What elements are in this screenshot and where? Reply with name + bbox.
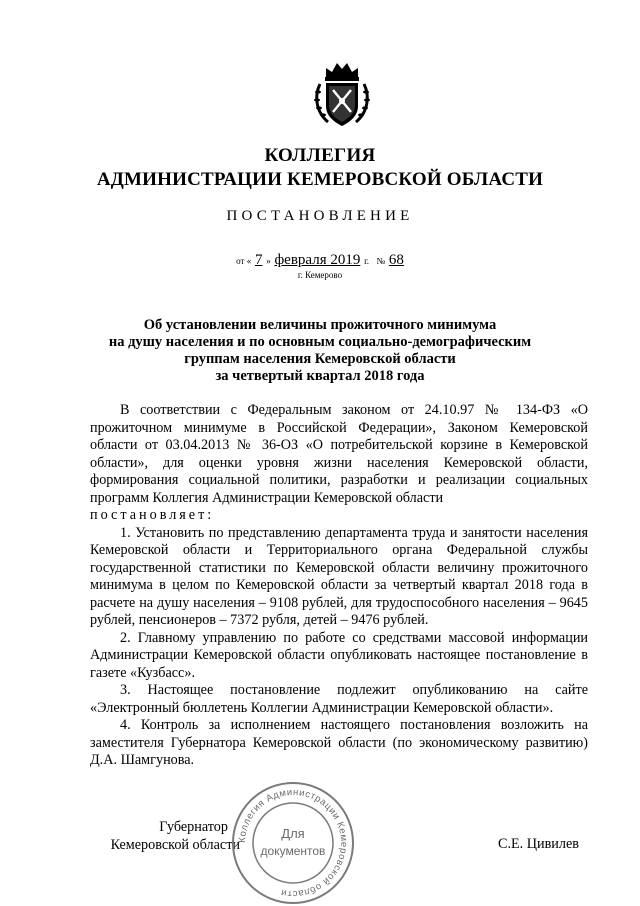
date-month-year: февраля 2019 — [274, 252, 361, 268]
title-line-4: за четвертый квартал 2018 года — [215, 368, 425, 384]
title-line-1: Об установлении величины прожиточного минимума — [143, 317, 497, 333]
date-mid: » — [266, 256, 271, 266]
title-line-2: на душу населения и по основным социально-демографическим — [108, 334, 532, 350]
document-number: 68 — [388, 252, 404, 268]
official-stamp-icon — [228, 780, 358, 906]
clause-2: 2. Главному управлению по работе со средствами массовой информации Администрации Кемеровской области опубликовать настоящее постановление в газете «Кузбасс». — [90, 629, 588, 681]
date-day: 7 — [254, 252, 263, 268]
document-body — [90, 402, 588, 770]
coat-of-arms-icon — [312, 60, 372, 130]
stamp-ring-text: Коллегия Администрации Кемеровской области — [236, 786, 350, 900]
header-collegium: КОЛЛЕГИЯ — [264, 145, 376, 166]
document-city: г. Кемерово — [297, 270, 343, 280]
document-title — [60, 317, 580, 385]
signatory-title-line-1: Губернатор — [159, 819, 228, 835]
number-label: № — [376, 256, 386, 266]
clause-4: 4. Контроль за исполнением настоящего постановления возложить на заместителя Губернатора Кемеровской области (по экономическому развитию) Д.А. Шамгунова. — [90, 717, 588, 768]
signatory-title-line-2: Кемеровской области — [110, 837, 240, 853]
header-administration: АДМИНИСТРАЦИИ КЕМЕРОВСКОЙ ОБЛАСТИ — [96, 169, 544, 190]
date-prefix: от « — [236, 256, 252, 266]
date-year-suffix: г. — [364, 256, 370, 266]
clause-3: 3. Настоящее постановление подлежит опубликованию на сайте «Электронный бюллетень Коллегии Администрации Кемеровской области». — [90, 682, 588, 716]
stamp-center-line-1: Для — [281, 826, 305, 841]
signatory-title — [90, 818, 240, 854]
title-line-3: группам населения Кемеровской области — [184, 351, 456, 367]
document-type: ПОСТАНОВЛЕНИЕ — [226, 208, 414, 224]
intro-paragraph: В соответствии с Федеральным законом от 24.10.97 № 134-ФЗ «О прожиточном минимуме в Российской Федерации», Законом Кемеровской области от 03.04.2013 № 36-ОЗ «О потребительской корзине в Кемеровской области», для оценки уровня жизни населения Кемеровской области, формирования социальной политики, разработки и реализации социальных программ Коллегия Администрации Кемеровской области — [90, 402, 588, 506]
stamp-center-line-2: документов — [260, 844, 326, 858]
resolves-word — [90, 507, 588, 525]
resolves-text: постановляет: — [90, 507, 215, 523]
document-date-line — [0, 252, 640, 269]
clause-1: 1. Установить по представлению департамента труда и занятости населения Кемеровской области и Территориального органа Федеральной службы государственной статистики по Кемеровской области величину прожиточного минимума в целом по Кемеровской области за четвертый квартал 2018 года в расчете на душу населения – 9108 рублей, для трудоспособного населения – 9645 рублей, пенсионеров – 7372 рубля, детей – 9476 рублей. — [90, 524, 588, 628]
signatory-name: С.Е. Цивилев — [498, 836, 579, 852]
